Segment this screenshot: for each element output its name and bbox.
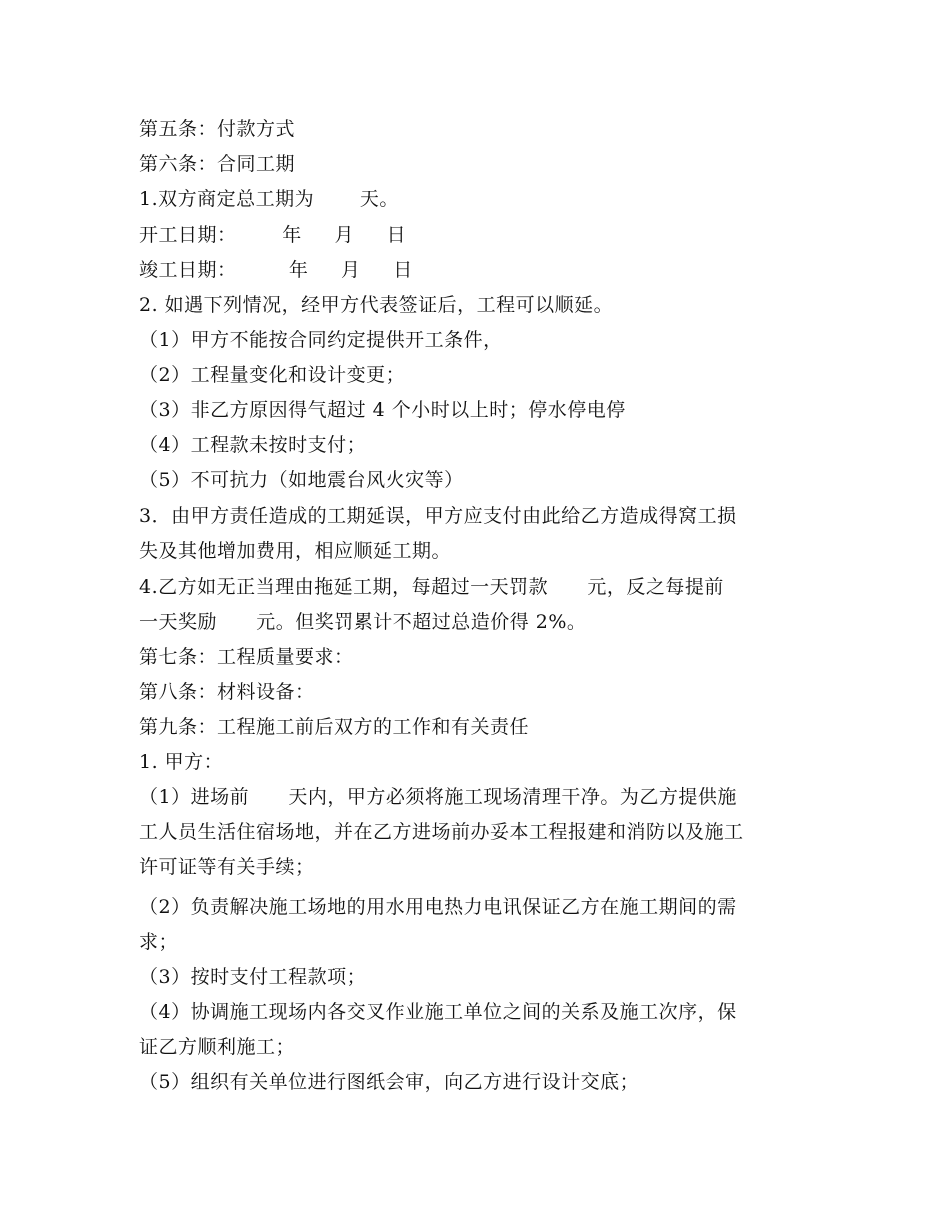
party-a-item-1-line-1: （1）进场前 天内，甲方必须将施工现场清理干净。为乙方提供施: [139, 786, 737, 808]
penalty-line-1: 4.乙方如无正当理由拖延工期，每超过一天罚款 元，反之每提前: [139, 576, 724, 598]
party-a-item-4-line-2: 证乙方顺利施工；: [139, 1036, 296, 1058]
clause-9-heading: 第九条：工程施工前后双方的工作和有关责任: [139, 716, 530, 738]
party-a-item-2-line-2: 求；: [139, 931, 179, 953]
clause-6-heading: 第六条：合同工期: [139, 153, 296, 175]
condition-2-line: （2）工程量变化和设计变更；: [139, 364, 406, 386]
party-a-item-2-line-1: （2）负责解决施工场地的用水用电热力电讯保证乙方在施工期间的需: [139, 896, 737, 918]
clause-5-heading: 第五条：付款方式: [139, 118, 296, 140]
extension-conditions-line: 2. 如遇下列情况，经甲方代表签证后，工程可以顺延。: [139, 294, 614, 316]
party-a-heading: 1. 甲方：: [139, 751, 224, 773]
party-a-item-1-line-3: 许可证等有关手续；: [139, 856, 315, 878]
condition-4-line: （4）工程款未按时支付；: [139, 434, 367, 456]
clause-8-heading: 第八条：材料设备：: [139, 681, 315, 703]
delay-liability-line-2: 失及其他增加费用，相应顺延工期。: [139, 540, 452, 562]
party-a-item-3-line: （3）按时支付工程款项；: [139, 966, 367, 988]
condition-3-line: （3）非乙方原因得气超过 4 个小时以上时；停水停电停: [139, 399, 626, 421]
party-a-item-4-line-1: （4）协调施工现场内各交叉作业施工单位之间的关系及施工次序，保: [139, 1001, 737, 1023]
clause-7-heading: 第七条：工程质量要求：: [139, 646, 354, 668]
condition-1-line: （1）甲方不能按合同约定提供开工条件，: [139, 329, 503, 351]
start-date-line: 开工日期： 年 月 日: [139, 224, 407, 246]
party-a-item-5-line: （5）组织有关单位进行图纸会审，向乙方进行设计交底；: [139, 1071, 640, 1093]
completion-date-line: 竣工日期： 年 月 日: [139, 259, 413, 281]
penalty-line-2: 一天奖励 元。但奖罚累计不超过总造价得 2%。: [139, 611, 587, 633]
delay-liability-line-1: 3．由甲方责任造成的工期延误，甲方应支付由此给乙方造成得窝工损: [139, 505, 737, 527]
condition-5-line: （5）不可抗力（如地震台风火灾等）: [139, 469, 464, 491]
party-a-item-1-line-2: 工人员生活住宿场地，并在乙方进场前办妥本工程报建和消防以及施工: [139, 821, 744, 843]
total-duration-line: 1.双方商定总工期为 天。: [139, 188, 399, 210]
